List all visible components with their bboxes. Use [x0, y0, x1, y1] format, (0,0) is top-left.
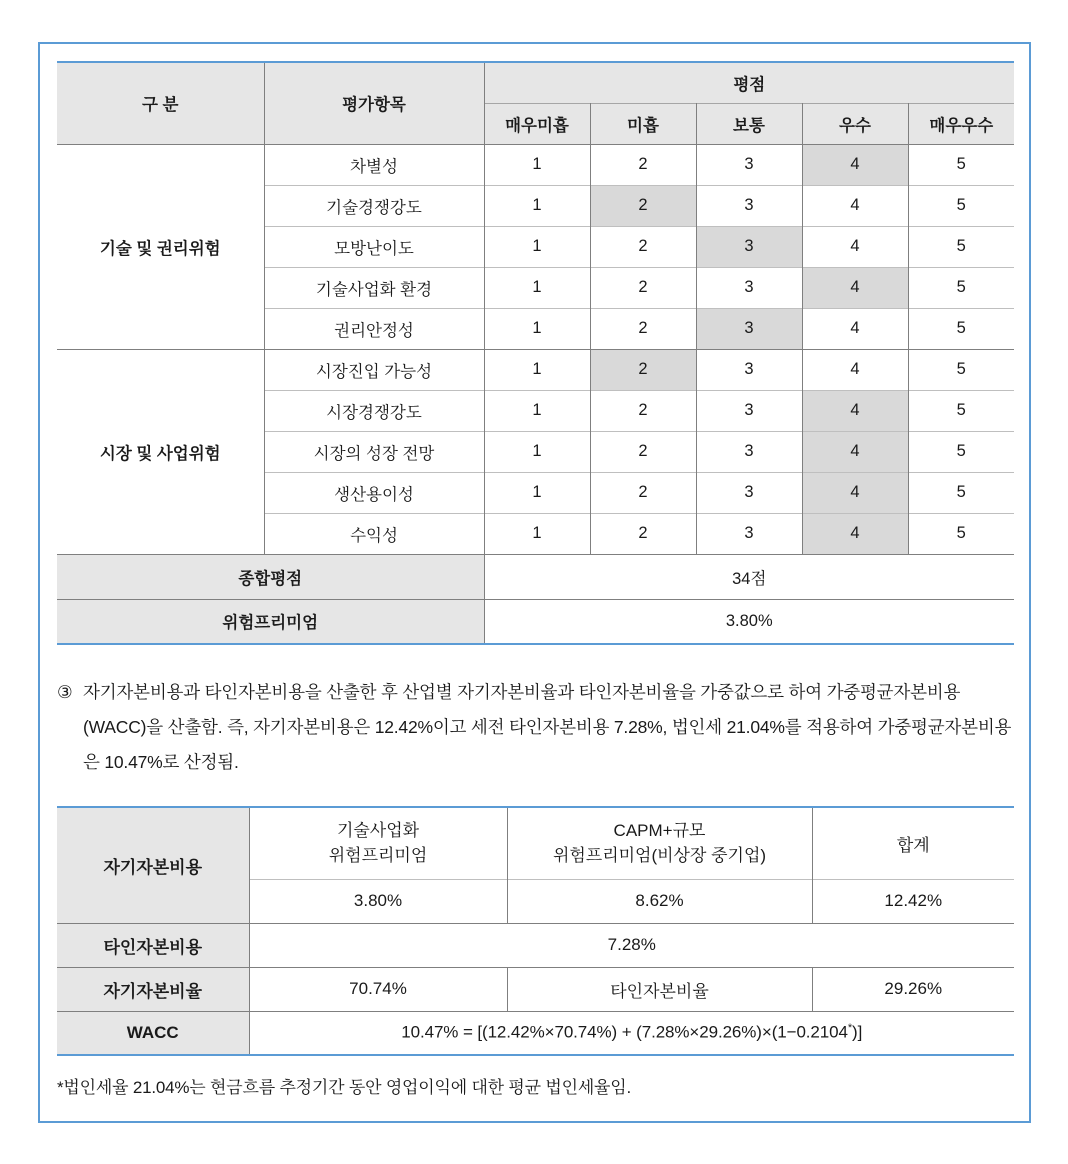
- score-cell-3: 3: [696, 431, 802, 472]
- eval-item: 차별성: [264, 144, 484, 185]
- score-cell-3: 3: [696, 185, 802, 226]
- score-cell-2: 2: [590, 390, 696, 431]
- paragraph-marker: ③: [57, 682, 73, 702]
- eval-item: 시장진입 가능성: [264, 349, 484, 390]
- eval-item: 생산용이성: [264, 472, 484, 513]
- score-cell-5: 5: [908, 472, 1014, 513]
- score-cell-1: 1: [484, 226, 590, 267]
- wacc-header-capm-premium: [507, 807, 812, 879]
- wacc-value-debt-cost: 7.28%: [249, 923, 1014, 967]
- wacc-value-debt-ratio: 29.26%: [812, 967, 1014, 1011]
- score-cell-4: 4: [802, 349, 908, 390]
- score-cell-5: 5: [908, 431, 1014, 472]
- score-cell-4-selected: 4: [802, 513, 908, 554]
- score-cell-3: 3: [696, 349, 802, 390]
- wacc-header-tech-premium-line1: 기술사업화: [336, 820, 420, 840]
- score-cell-4: 4: [802, 185, 908, 226]
- wacc-label-debt-ratio: 타인자본비율: [507, 967, 812, 1011]
- score-cell-2: 2: [590, 144, 696, 185]
- score-cell-1: 1: [484, 308, 590, 349]
- wacc-debt-cost-row: [57, 923, 1014, 967]
- score-cell-4-selected: 4: [802, 431, 908, 472]
- header-score-group: 평점: [484, 62, 1014, 103]
- wacc-header-capm-premium-line2: 위험프리미엄(비상장 중기업): [552, 846, 767, 866]
- wacc-label-wacc: WACC: [57, 1011, 249, 1055]
- score-cell-3: 3: [696, 390, 802, 431]
- summary-row-risk-premium: [57, 599, 1014, 644]
- eval-item: 시장경쟁강도: [264, 390, 484, 431]
- score-cell-1: 1: [484, 431, 590, 472]
- score-cell-2-selected: 2: [590, 349, 696, 390]
- score-cell-3: 3: [696, 144, 802, 185]
- paragraph-text: 자기자본비용과 타인자본비용을 산출한 후 산업별 자기자본비율과 타인자본비율을 가중값으로 하여 가중평균자본비용(WACC)을 산출함. 즉, 자기자본비용은 12.42%이고 세전 타인자본비용 7.28%, 법인세 21.04%를 적용하여 가중평균자본비용은 10.47%로 산정됨.: [83, 682, 1012, 772]
- score-cell-4-selected: 4: [802, 390, 908, 431]
- score-cell-4: 4: [802, 226, 908, 267]
- wacc-ratio-row: [57, 967, 1014, 1011]
- header-item: 평가항목: [264, 62, 484, 144]
- score-cell-2: 2: [590, 267, 696, 308]
- evaluation-score-table: [57, 61, 1014, 645]
- wacc-header-capm-premium-line1: CAPM+규모: [613, 820, 706, 840]
- page-content: [57, 61, 1014, 1098]
- score-cell-3: 3: [696, 472, 802, 513]
- score-cell-5: 5: [908, 308, 1014, 349]
- score-cell-3: 3: [696, 267, 802, 308]
- header-scale-poor: 미흡: [590, 103, 696, 144]
- score-cell-4-selected: 4: [802, 472, 908, 513]
- eval-item: 수익성: [264, 513, 484, 554]
- wacc-equity-header-row: [57, 807, 1014, 879]
- table-header-row-1: [57, 62, 1014, 103]
- score-cell-5: 5: [908, 226, 1014, 267]
- score-cell-1: 1: [484, 185, 590, 226]
- summary-value-risk-premium: 3.80%: [484, 599, 1014, 644]
- summary-value-total: 34점: [484, 554, 1014, 599]
- wacc-value-equity-ratio: 70.74%: [249, 967, 507, 1011]
- table-row: [57, 144, 1014, 185]
- score-cell-1: 1: [484, 349, 590, 390]
- summary-row-total-score: [57, 554, 1014, 599]
- score-cell-2: 2: [590, 308, 696, 349]
- score-cell-2: 2: [590, 226, 696, 267]
- header-category: 구 분: [57, 62, 264, 144]
- group-label-tech-risk: 기술 및 권리위험: [57, 144, 264, 349]
- eval-item: 기술경쟁강도: [264, 185, 484, 226]
- wacc-header-tech-premium: [249, 807, 507, 879]
- summary-label-risk-premium: 위험프리미엄: [57, 599, 484, 644]
- score-cell-2: 2: [590, 431, 696, 472]
- wacc-formula-row: [57, 1011, 1014, 1055]
- wacc-formula-post: )]: [852, 1023, 863, 1043]
- header-scale-average: 보통: [696, 103, 802, 144]
- score-cell-1: 1: [484, 513, 590, 554]
- score-cell-4-selected: 4: [802, 267, 908, 308]
- group-label-market-risk: 시장 및 사업위험: [57, 349, 264, 554]
- header-scale-good: 우수: [802, 103, 908, 144]
- score-cell-1: 1: [484, 472, 590, 513]
- score-cell-5: 5: [908, 349, 1014, 390]
- score-cell-1: 1: [484, 144, 590, 185]
- wacc-calculation-table: [57, 806, 1014, 1056]
- header-scale-very-poor: 매우미흡: [484, 103, 590, 144]
- score-cell-2-selected: 2: [590, 185, 696, 226]
- footnote-text: *법인세율 21.04%는 현금흐름 추정기간 동안 영업이익에 대한 평균 법인세율임.: [57, 1078, 632, 1097]
- score-cell-5: 5: [908, 390, 1014, 431]
- score-cell-1: 1: [484, 390, 590, 431]
- score-cell-3-selected: 3: [696, 226, 802, 267]
- wacc-formula-pre: 10.47% = [(12.42%×70.74%) + (7.28%×29.26%)×(1−0.2104: [401, 1023, 848, 1043]
- score-cell-4: 4: [802, 308, 908, 349]
- document-page-frame: [38, 42, 1031, 1123]
- score-cell-3: 3: [696, 513, 802, 554]
- score-cell-5: 5: [908, 185, 1014, 226]
- wacc-value-tech-premium: 3.80%: [249, 879, 507, 923]
- wacc-value-total-equity: 12.42%: [812, 879, 1014, 923]
- table-row: [57, 349, 1014, 390]
- wacc-header-total: 합계: [896, 835, 930, 855]
- wacc-label-equity-ratio: 자기자본비율: [57, 967, 249, 1011]
- score-cell-5: 5: [908, 513, 1014, 554]
- score-cell-5: 5: [908, 144, 1014, 185]
- wacc-header-tech-premium-line2: 위험프리미엄: [328, 846, 428, 866]
- score-cell-2: 2: [590, 513, 696, 554]
- wacc-label-equity-cost: 자기자본비용: [57, 807, 249, 923]
- score-cell-1: 1: [484, 267, 590, 308]
- wacc-formula-footnote-marker: *: [847, 1022, 853, 1035]
- wacc-label-debt-cost: 타인자본비용: [57, 923, 249, 967]
- summary-label-total: 종합평점: [57, 554, 484, 599]
- score-cell-5: 5: [908, 267, 1014, 308]
- eval-item: 모방난이도: [264, 226, 484, 267]
- wacc-value-capm-premium: 8.62%: [507, 879, 812, 923]
- header-scale-excellent: 매우우수: [908, 103, 1014, 144]
- eval-item: 기술사업화 환경: [264, 267, 484, 308]
- eval-item: 권리안정성: [264, 308, 484, 349]
- wacc-explanation-paragraph: [57, 675, 1014, 780]
- score-cell-2: 2: [590, 472, 696, 513]
- wacc-formula: [249, 1011, 1014, 1055]
- score-cell-4-selected: 4: [802, 144, 908, 185]
- eval-item: 시장의 성장 전망: [264, 431, 484, 472]
- score-cell-3-selected: 3: [696, 308, 802, 349]
